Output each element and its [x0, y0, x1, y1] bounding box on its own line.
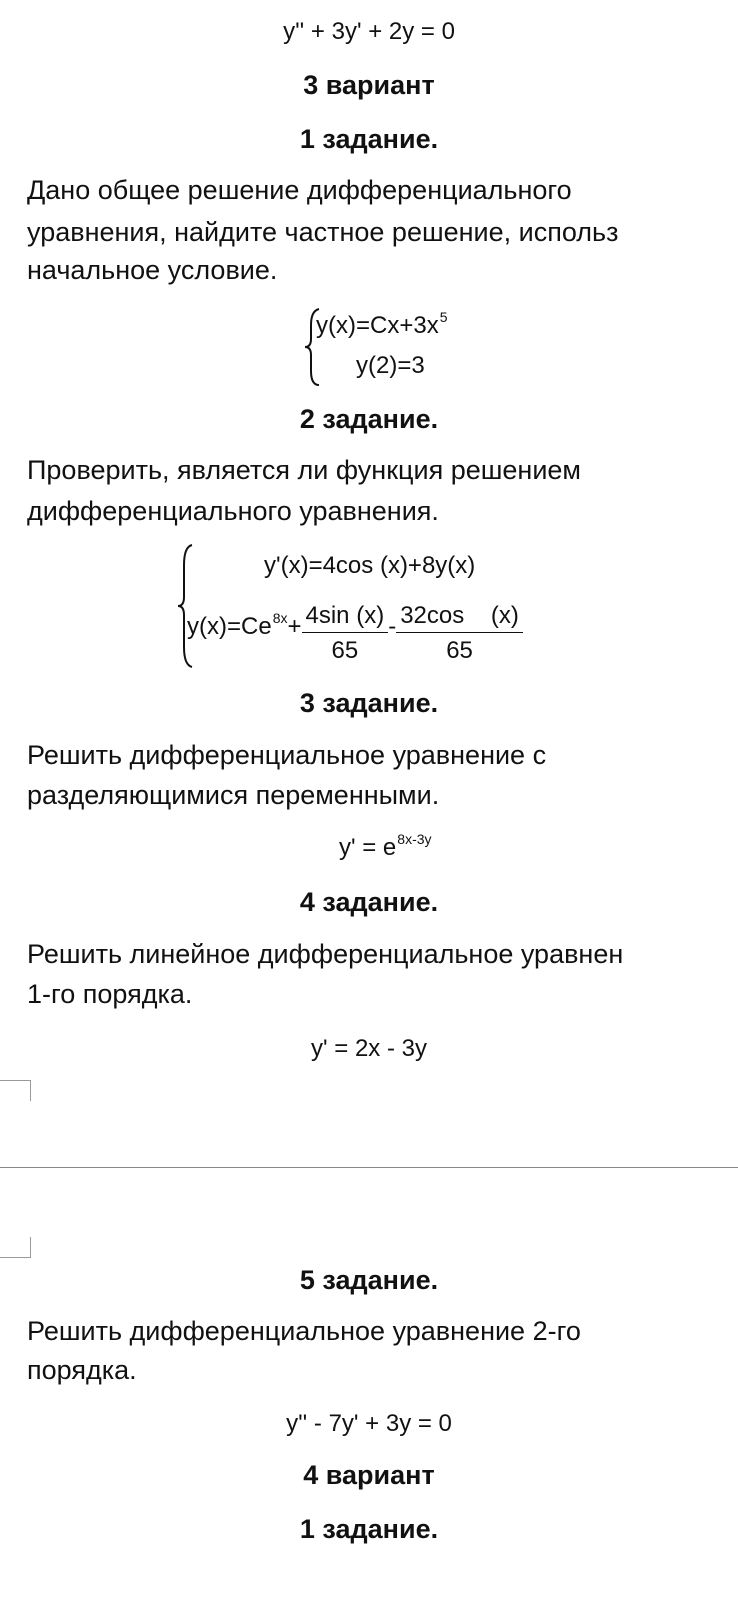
task5-line2: порядка.	[27, 1355, 137, 1385]
task2-system-line2-exp: 8x	[272, 609, 288, 626]
task2-fraction-1-numerator: 4sin (x)	[302, 602, 389, 633]
top-equation-text: y'' + 3y' + 2y = 0	[283, 18, 455, 45]
variant-4-heading: 4 вариант	[303, 1460, 435, 1490]
task4-heading: 4 задание.	[299, 887, 439, 917]
variant4-task1-heading: 1 задание.	[299, 1514, 439, 1544]
task5-line1: Решить дифференциальное уравнение 2-го	[27, 1316, 581, 1346]
task3-equation-base: y' = e	[339, 834, 397, 861]
task1-system-line1-exp: 5	[439, 309, 448, 325]
task2-line1: Проверить, является ли функция решением	[27, 455, 581, 485]
task2-system-line2	[187, 596, 523, 664]
task2-heading: 2 задание.	[299, 404, 439, 434]
task4-line1: Решить линейное дифференциальное уравнен	[27, 939, 624, 969]
task2-system-line1: y'(x)=4cos (x)+8y(x)	[264, 552, 476, 579]
task1-line1: Дано общее решение дифференциального	[27, 175, 572, 205]
task2-line2: дифференциального уравнения.	[27, 496, 439, 526]
task3-line2: разделяющимися переменными.	[27, 780, 440, 810]
task4-line2: 1-го порядка.	[27, 979, 193, 1009]
variant-3-heading: 3 вариант	[303, 70, 435, 100]
plus-sign: +	[287, 612, 302, 640]
task2-fraction-2	[396, 602, 523, 665]
task5-heading: 5 задание.	[299, 1265, 439, 1295]
page-corner-mark-bottom	[0, 1080, 31, 1101]
task1-system-line1-base: y(x)=Cx+3x	[316, 312, 439, 339]
minus-sign: -	[388, 612, 397, 640]
task2-fraction-2-numerator: 32cos (x)	[396, 602, 523, 633]
task2-system-line2-prefix: y(x)=Ce	[187, 612, 272, 640]
task4-equation: y' = 2x - 3y	[311, 1035, 427, 1062]
top-equation	[0, 18, 738, 46]
task2-fraction-2-denominator: 65	[446, 637, 473, 664]
task1-line2: уравнения, найдите частное решение, использ	[27, 217, 619, 247]
task2-fraction-1-denominator: 65	[331, 637, 359, 664]
task1-heading: 1 задание.	[299, 124, 439, 154]
task5-equation: y'' - 7y' + 3y = 0	[286, 1410, 452, 1437]
page-separator	[0, 1167, 738, 1168]
page-corner-mark-top	[0, 1237, 31, 1258]
task3-equation-exp: 8x-3y	[397, 831, 432, 847]
task3-line1: Решить дифференциальное уравнение с	[27, 740, 547, 770]
task3-equation	[339, 831, 432, 862]
task1-line3: начальное условие.	[27, 255, 278, 285]
task3-heading: 3 задание.	[299, 688, 439, 718]
task1-system-line1	[316, 309, 448, 340]
task1-system-line2: y(2)=3	[356, 352, 425, 379]
task2-fraction-1	[302, 602, 389, 665]
